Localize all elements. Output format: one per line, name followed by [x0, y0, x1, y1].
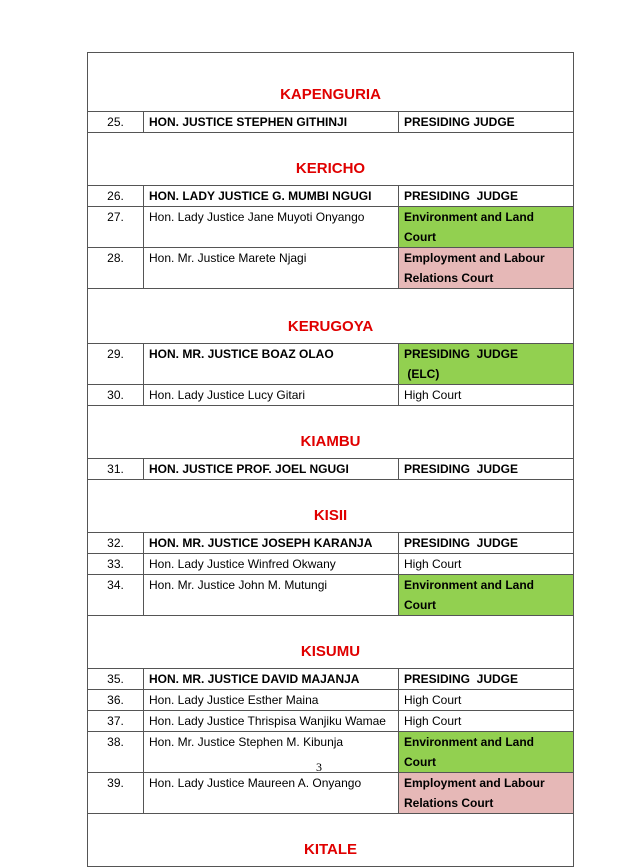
row-number: 32.	[88, 533, 144, 554]
judge-row	[88, 554, 574, 575]
row-number: 26.	[88, 186, 144, 207]
section-heading-row	[88, 480, 574, 533]
judge-row	[88, 575, 574, 616]
court-assignment: PRESIDING JUDGE	[399, 459, 574, 480]
section-heading: KAPENGURIA	[88, 53, 574, 112]
row-number: 31.	[88, 459, 144, 480]
judge-name: Hon. Lady Justice Jane Muyoti Onyango	[144, 207, 399, 248]
section-heading: KISUMU	[88, 616, 574, 669]
court-assignment: Employment and Labour Relations Court	[399, 248, 574, 289]
judge-row	[88, 690, 574, 711]
judge-row	[88, 385, 574, 406]
judge-row	[88, 459, 574, 480]
section-heading-row	[88, 616, 574, 669]
judge-row	[88, 711, 574, 732]
section-heading-row	[88, 289, 574, 344]
row-number: 38.	[88, 732, 144, 773]
court-assignment: High Court	[399, 690, 574, 711]
judge-name: HON. MR. JUSTICE BOAZ OLAO	[144, 344, 399, 385]
judge-row	[88, 669, 574, 690]
judge-name: HON. LADY JUSTICE G. MUMBI NGUGI	[144, 186, 399, 207]
court-assignment: PRESIDING JUDGE (ELC)	[399, 344, 574, 385]
row-number: 34.	[88, 575, 144, 616]
judge-name: Hon. Mr. Justice Stephen M. Kibunja	[144, 732, 399, 773]
court-assignment: PRESIDING JUDGE	[399, 669, 574, 690]
row-number: 25.	[88, 112, 144, 133]
judges-table	[87, 52, 574, 867]
court-assignment: Environment and Land Court	[399, 732, 574, 773]
court-assignment: High Court	[399, 711, 574, 732]
row-number: 29.	[88, 344, 144, 385]
judge-row	[88, 773, 574, 814]
row-number: 39.	[88, 773, 144, 814]
row-number: 33.	[88, 554, 144, 575]
judge-name: HON. MR. JUSTICE JOSEPH KARANJA	[144, 533, 399, 554]
row-number: 37.	[88, 711, 144, 732]
row-number: 35.	[88, 669, 144, 690]
judges-table-body	[88, 53, 574, 867]
judge-name: Hon. Mr. Justice John M. Mutungi	[144, 575, 399, 616]
judge-row	[88, 112, 574, 133]
judge-row	[88, 533, 574, 554]
court-assignment: PRESIDING JUDGE	[399, 112, 574, 133]
court-assignment: Environment and Land Court	[399, 575, 574, 616]
judge-row	[88, 248, 574, 289]
judge-row	[88, 207, 574, 248]
judge-name: Hon. Lady Justice Lucy Gitari	[144, 385, 399, 406]
court-assignment: Environment and Land Court	[399, 207, 574, 248]
court-assignment: High Court	[399, 385, 574, 406]
page-number: 3	[316, 760, 322, 774]
row-number: 27.	[88, 207, 144, 248]
row-number: 28.	[88, 248, 144, 289]
judge-name: Hon. Lady Justice Esther Maina	[144, 690, 399, 711]
judge-row	[88, 186, 574, 207]
section-heading-row	[88, 814, 574, 867]
section-heading: KITALE	[88, 814, 574, 867]
court-assignment: PRESIDING JUDGE	[399, 533, 574, 554]
judge-name: Hon. Lady Justice Winfred Okwany	[144, 554, 399, 575]
section-heading: KIAMBU	[88, 406, 574, 459]
judge-name: HON. JUSTICE PROF. JOEL NGUGI	[144, 459, 399, 480]
judge-name: HON. MR. JUSTICE DAVID MAJANJA	[144, 669, 399, 690]
section-heading: KISII	[88, 480, 574, 533]
section-heading-row	[88, 406, 574, 459]
judge-name: Hon. Lady Justice Thrispisa Wanjiku Wamae	[144, 711, 399, 732]
section-heading-row	[88, 133, 574, 186]
section-heading: KERUGOYA	[88, 289, 574, 344]
judge-name: HON. JUSTICE STEPHEN GITHINJI	[144, 112, 399, 133]
row-number: 36.	[88, 690, 144, 711]
row-number: 30.	[88, 385, 144, 406]
judge-name: Hon. Lady Justice Maureen A. Onyango	[144, 773, 399, 814]
court-assignment: High Court	[399, 554, 574, 575]
section-heading: KERICHO	[88, 133, 574, 186]
section-heading-row	[88, 53, 574, 112]
judge-name: Hon. Mr. Justice Marete Njagi	[144, 248, 399, 289]
court-assignment: Employment and Labour Relations Court	[399, 773, 574, 814]
judge-row	[88, 344, 574, 385]
court-assignment: PRESIDING JUDGE	[399, 186, 574, 207]
